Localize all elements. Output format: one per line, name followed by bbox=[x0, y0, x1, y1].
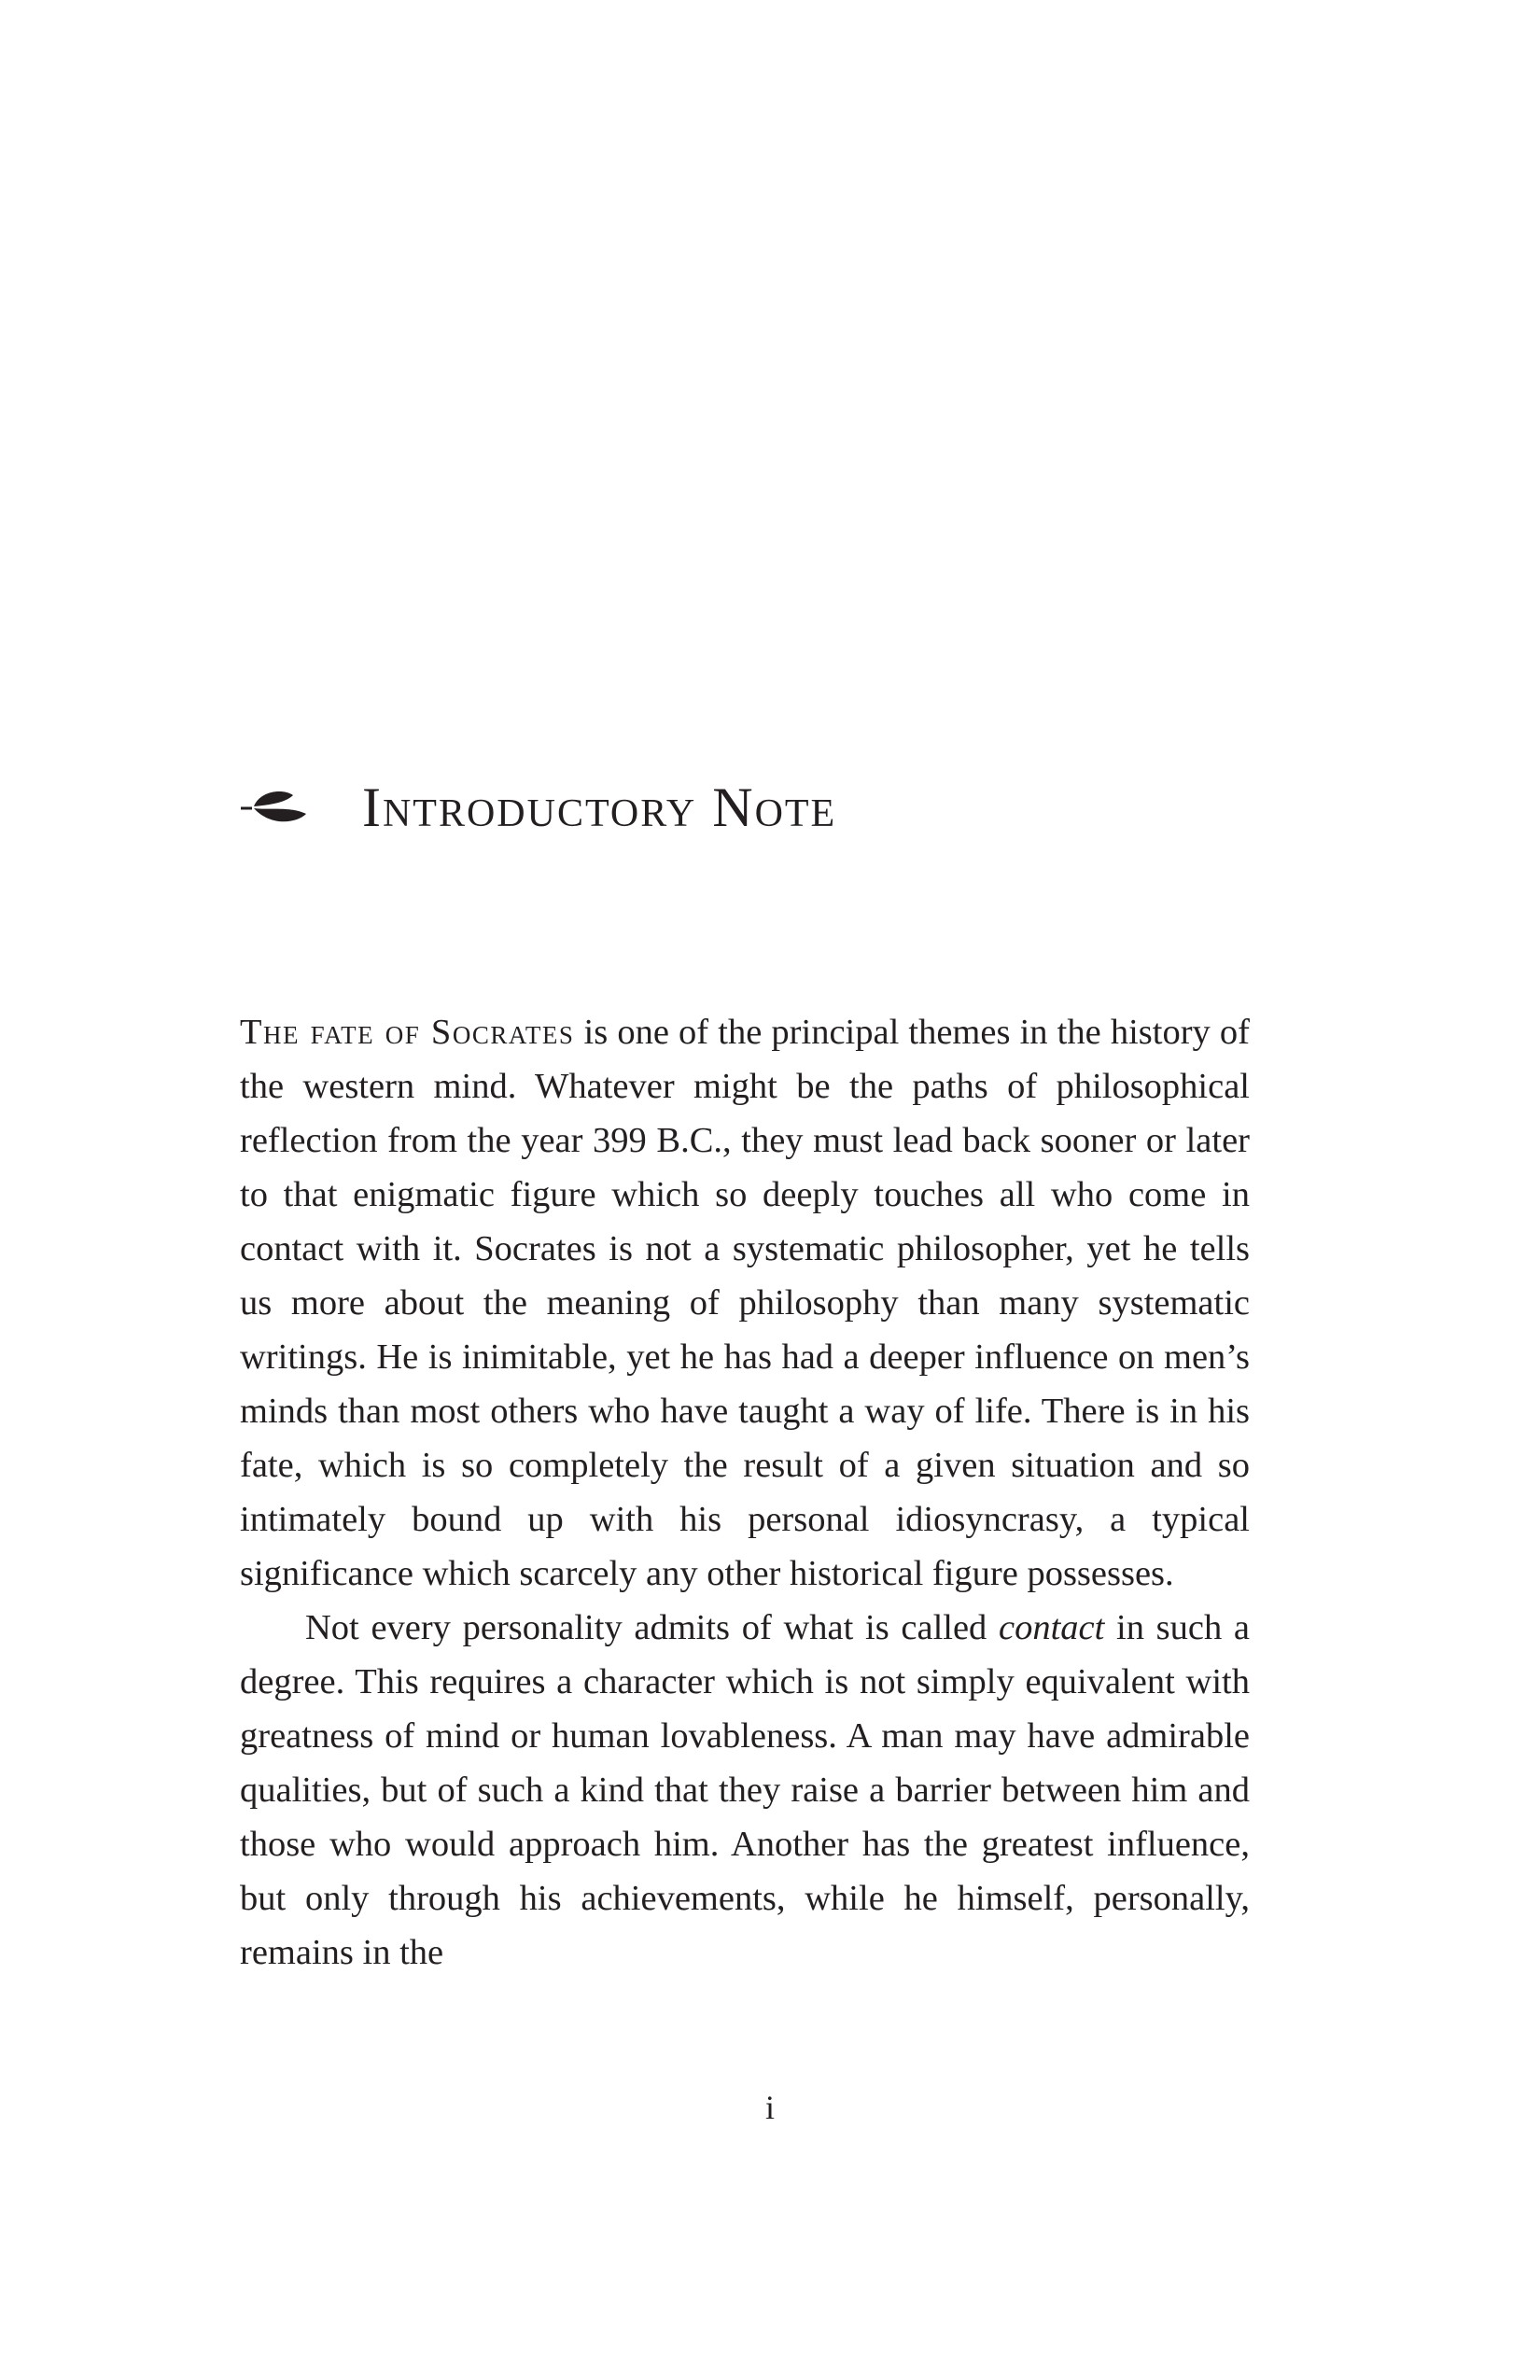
lead-in-small-caps: The fate of Socrates bbox=[240, 1013, 575, 1052]
paragraph bbox=[240, 1601, 1250, 1980]
leaf-ornament-icon bbox=[239, 786, 310, 829]
chapter-heading bbox=[239, 765, 836, 849]
paragraph bbox=[240, 1005, 1250, 1601]
chapter-title: Introductory Note bbox=[362, 777, 837, 838]
body-text bbox=[240, 1005, 1250, 1980]
page-number: i bbox=[764, 2089, 775, 2126]
paragraph-text: is one of the principal themes in the history of the western mind. Whatever might be the paths of philosophical reflection from the year 399 B.C., they must lead back sooner or later to that enigmatic figure which so deeply touches all who come in contact with it. Socrates is not a systematic philosopher, yet he tells us more about the meaning of philosophy than many systematic writings. He is inimitable, yet he has had a deeper influence on men’s minds than most others who have taught a way of life. There is in his fate, which is so completely the result of a given situation and so intimately bound up with his personal idiosyncrasy, a typical significance which scarcely any other historical figure possesses. bbox=[240, 1013, 1250, 1593]
paragraph-text: Not every personality admits of what is called bbox=[305, 1608, 999, 1647]
paragraph-text: in such a degree. This requires a character which is not simply equivalent with greatness of mind or human lovableness. A man may have admirable qualities, but of such a kind that they raise a barrier between him and those who would approach him. Another has the greatest influence, but only through his achievements, while he himself, personally, remains in the bbox=[240, 1608, 1250, 1972]
emphasized-word: contact bbox=[998, 1608, 1105, 1647]
